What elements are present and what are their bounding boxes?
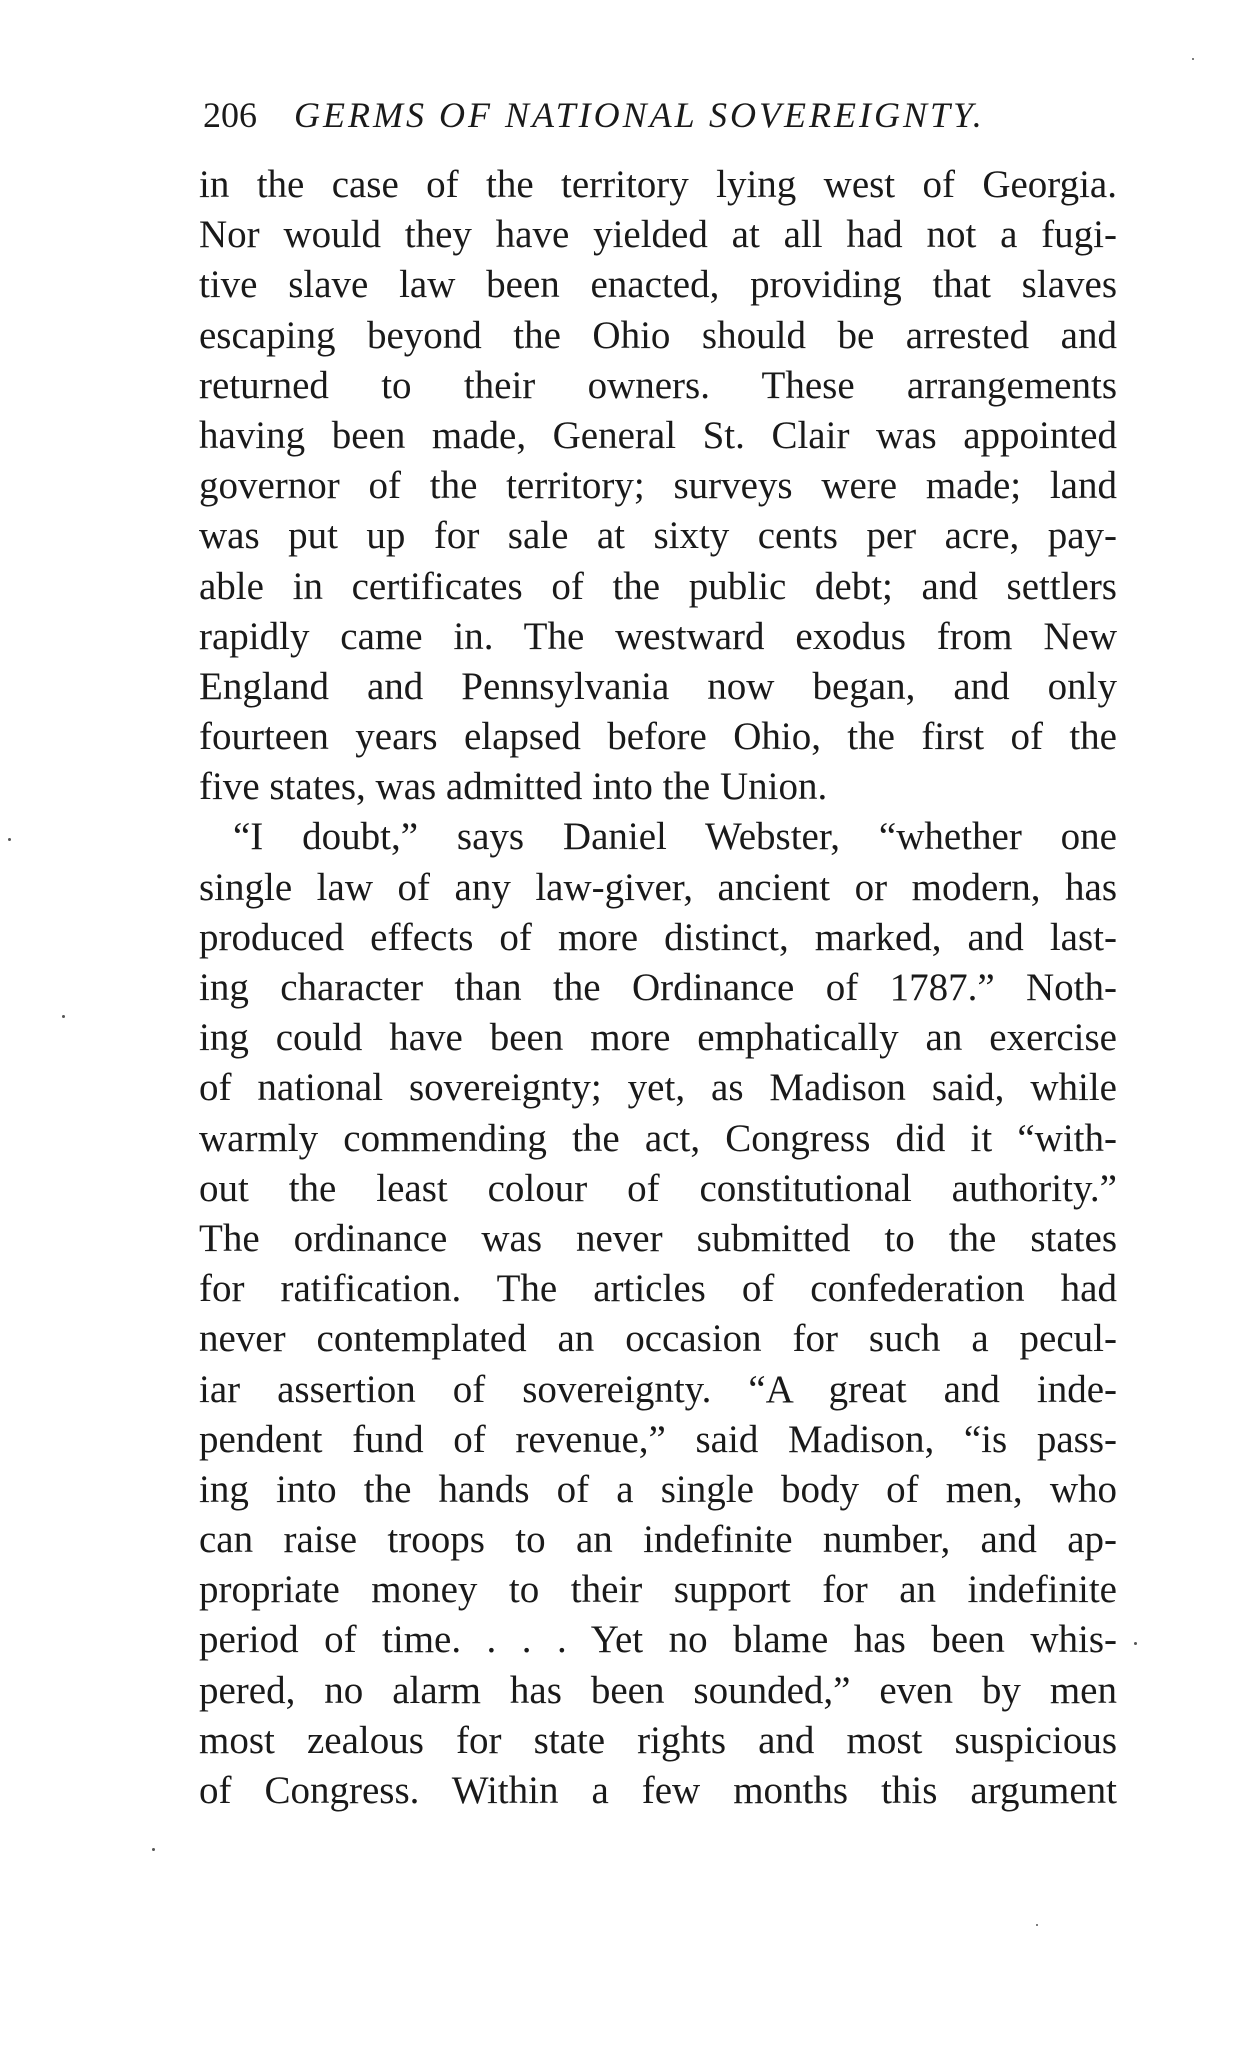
text-line: of national sovereignty; yet, as Madison said, while	[199, 1066, 1117, 1110]
text-line: ing could have been more emphatically an exercise	[199, 1016, 1117, 1060]
text-line: ing character than the Ordinance of 1787.” Noth-	[199, 966, 1117, 1009]
text-line: can raise troops to an indefinite number, and ap-	[199, 1518, 1117, 1562]
text-line: England and Pennsylvania now began, and only	[199, 664, 1117, 708]
text-line: was put up for sale at sixty cents per acre, pay-	[199, 514, 1117, 558]
text-line: tive slave law been enacted, providing that slaves	[199, 263, 1117, 307]
text-line: period of time. . . . Yet no blame has been whis-	[199, 1618, 1117, 1662]
scan-speck	[1134, 1642, 1137, 1645]
text-line: pendent fund of revenue,” said Madison, “is pass-	[199, 1417, 1117, 1461]
running-title: GERMS OF NATIONAL SOVEREIGNTY.	[294, 95, 985, 135]
text-line: produced effects of more distinct, marked, and last-	[199, 915, 1117, 959]
page-number: 206	[203, 95, 257, 135]
text-line: single law of any law-giver, ancient or modern, has	[199, 865, 1117, 909]
scan-speck	[1036, 1924, 1038, 1926]
text-line: rapidly came in. The westward exodus from New	[199, 614, 1117, 658]
text-line: never contemplated an occasion for such a pecul-	[199, 1317, 1117, 1361]
text-line: governor of the territory; surveys were made; land	[199, 464, 1117, 508]
scan-speck	[152, 1848, 155, 1851]
scan-speck	[62, 1015, 65, 1018]
text-line: returned to their owners. These arrangements	[199, 363, 1117, 407]
text-line: able in certificates of the public debt; and settlers	[199, 564, 1117, 608]
text-line: ing into the hands of a single body of men, who	[199, 1467, 1117, 1511]
text-line: warmly commending the act, Congress did it “with-	[199, 1116, 1117, 1160]
text-line: “I doubt,” says Daniel Webster, “whether one	[233, 815, 1117, 859]
scan-speck	[1192, 58, 1194, 60]
body-text	[199, 160, 1117, 1816]
text-line: most zealous for state rights and most suspicious	[199, 1718, 1117, 1762]
text-line: fourteen years elapsed before Ohio, the first of the	[199, 715, 1117, 759]
text-line: in the case of the territory lying west of Georgia.	[199, 163, 1117, 206]
text-line: having been made, General St. Clair was appointed	[199, 413, 1117, 457]
text-line: The ordinance was never submitted to the states	[199, 1216, 1117, 1260]
text-line: escaping beyond the Ohio should be arrested and	[199, 313, 1117, 357]
text-line: iar assertion of sovereignty. “A great and inde-	[199, 1367, 1117, 1411]
text-line: for ratification. The articles of confederation had	[199, 1267, 1117, 1311]
text-line: five states, was admitted into the Union.	[199, 765, 828, 809]
text-line: of Congress. Within a few months this argument	[199, 1769, 1117, 1812]
scan-speck	[8, 838, 11, 841]
text-line: propriate money to their support for an indefinite	[199, 1568, 1117, 1612]
running-head	[203, 88, 1073, 142]
text-line: Nor would they have yielded at all had not a fugi-	[199, 213, 1117, 257]
text-line: out the least colour of constitutional authority.”	[199, 1166, 1117, 1210]
text-line: pered, no alarm has been sounded,” even by men	[199, 1668, 1117, 1712]
